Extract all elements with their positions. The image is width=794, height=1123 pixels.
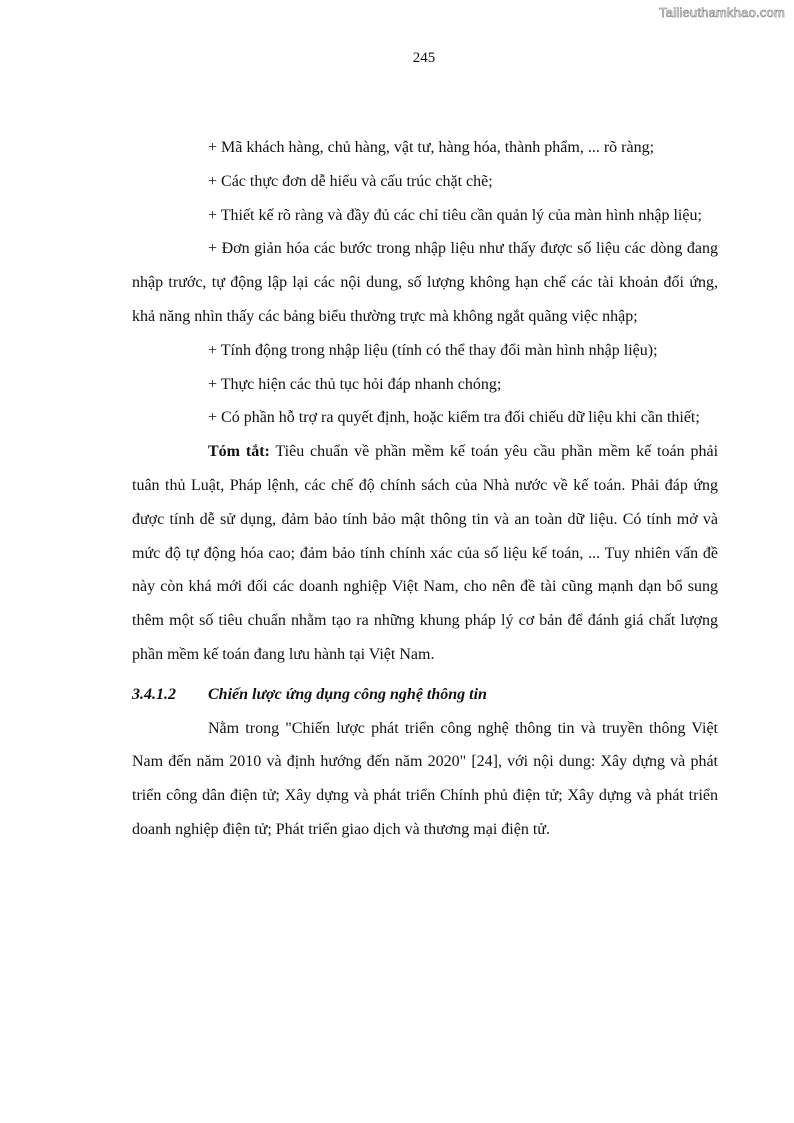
bullet-input-screen-design: + Thiết kế rõ ràng và đầy đủ các chỉ tiêu cần quản lý của màn hình nhập liệu;	[208, 206, 702, 224]
section-number: 3.4.1.2	[132, 685, 176, 703]
bullet-dynamic-input: + Tính động trong nhập liệu (tính có thể thay đổi màn hình nhập liệu);	[208, 341, 658, 359]
bullet-menus: + Các thực đơn dễ hiểu và cấu trúc chặt chẽ;	[208, 172, 493, 190]
section-heading	[132, 678, 718, 712]
section-title: Chiến lược ứng dụng công nghệ thông tin	[208, 685, 487, 703]
page-number: 245	[412, 50, 436, 66]
closing-paragraph: Nằm trong "Chiến lược phát triển công nghệ thông tin và truyền thông Việt Nam đến năm 2010 và định hướng đến năm 2020" [24], với nội dung: Xây dựng và phát triển công dân điện tử; Xây dựng và phát triển Chính phủ điện tử; Xây dựng và phát triển doanh nghiệp điện tử; Phát triển giao dịch và thương mại điện tử.	[132, 719, 718, 838]
page-body	[132, 131, 718, 847]
bullet-decision-support: + Có phần hỗ trợ ra quyết định, hoặc kiểm tra đối chiếu dữ liệu khi cần thiết;	[208, 409, 700, 427]
watermark: Tailieuthamkhao.com	[659, 5, 785, 20]
bullet-simplify-input: + Đơn giản hóa các bước trong nhập liệu như thấy được số liệu các dòng đang nhập trước, tự động lập lại các nội dung, số lượng không hạn chế các tài khoản đối ứng, khả năng nhìn thấy các bảng biểu thường trực mà không ngắt quãng việc nhập;	[132, 240, 718, 325]
summary-paragraph	[132, 435, 718, 672]
bullet-customer-codes: + Mã khách hàng, chủ hàng, vật tư, hàng hóa, thành phẩm, ... rõ ràng;	[208, 139, 655, 156]
summary-label: Tóm tắt:	[208, 443, 270, 461]
summary-text: Tiêu chuẩn về phần mềm kế toán yêu cầu phần mềm kế toán phải tuân thủ Luật, Pháp lệnh, các chế độ chính sách của Nhà nước về kế toán. Phải đáp ứng được tính dễ sử dụng, đảm bảo tính bảo mật thông tin và an toàn dữ liệu. Có tính mở và mức độ tự động hóa cao; đảm bảo tính chính xác của số liệu kế toán, ... Tuy nhiên vấn đề này còn khá mới đối các doanh nghiệp Việt Nam, cho nên đề tài cũng mạnh dạn bổ sung thêm một số tiêu chuẩn nhằm tạo ra những khung pháp lý cơ bản để đánh giá chất lượng phần mềm kế toán đang lưu hành tại Việt Nam.	[132, 443, 719, 663]
bullet-quick-queries: + Thực hiện các thủ tục hỏi đáp nhanh chóng;	[208, 375, 502, 393]
